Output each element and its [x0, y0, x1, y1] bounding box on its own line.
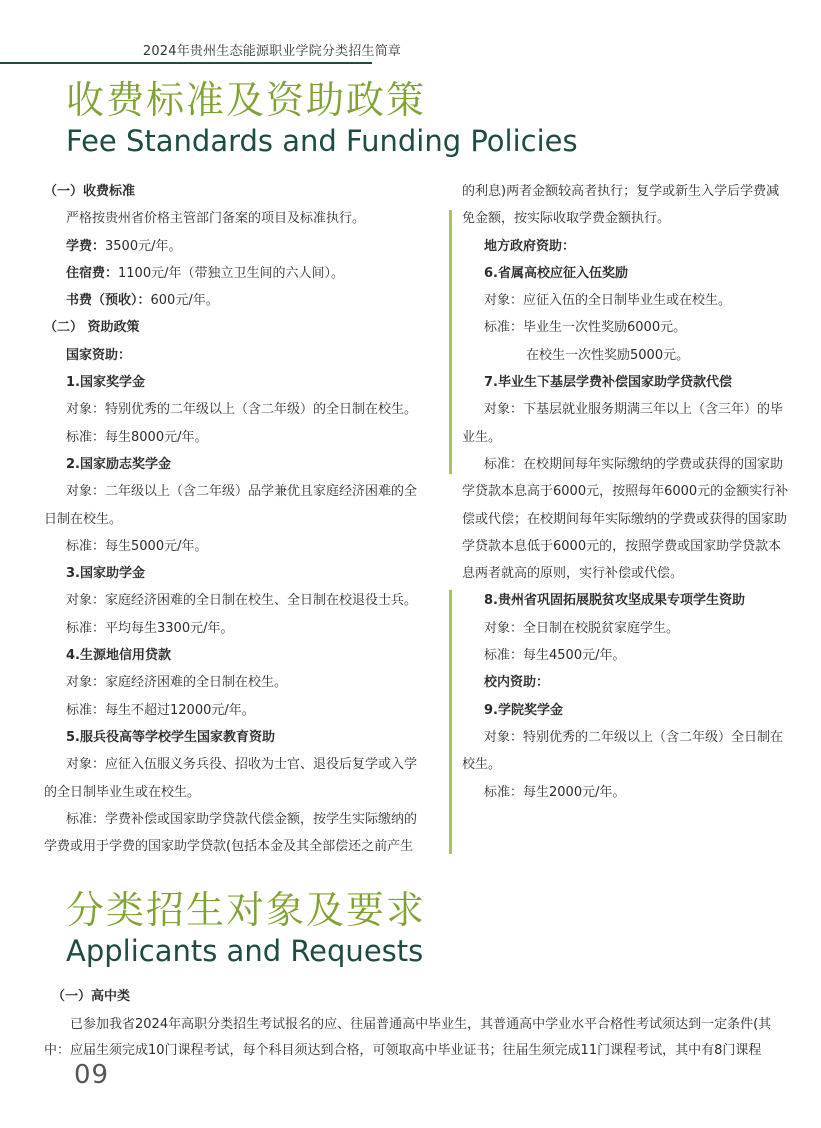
- body-line: 标准：每生4500元/年。: [484, 648, 626, 664]
- section-heading: 1.国家奖学金: [66, 375, 145, 391]
- section1-title-en: Fee Standards and Funding Policies: [66, 124, 578, 158]
- fee-value: 3500元/年。: [105, 238, 182, 254]
- section2-title-en: Applicants and Requests: [66, 934, 424, 968]
- body-line: [44, 233, 436, 260]
- section-heading: 地方政府资助：: [484, 238, 576, 254]
- body-line: 息两者就高的原则，实行补偿或代偿。: [462, 566, 684, 582]
- fee-value: 600元/年。: [150, 293, 219, 309]
- page-number: 09: [74, 1060, 110, 1090]
- body-line: 对象：特别优秀的二年级以上（含二年级）全日制在: [484, 729, 784, 745]
- body-line: 标准：在校期间每年实际缴纳的学费或获得的国家助: [484, 456, 784, 472]
- section2-body: [44, 984, 814, 1064]
- header-rule: [0, 62, 372, 64]
- section2-title-cn: 分类招生对象及要求: [66, 888, 427, 932]
- document-header: 2024年贵州生态能源职业学院分类招生简章: [142, 44, 402, 59]
- section2-subheading: （一）高中类: [52, 989, 131, 1004]
- body-line: 学贷款本息高于6000元，按照每年6000元的金额实行补: [462, 484, 789, 500]
- body-line: 的全日制毕业生或在校生。: [44, 784, 201, 800]
- section-heading: 8.贵州省巩固拓展脱贫攻坚成果专项学生资助: [484, 593, 745, 609]
- section-heading: 7.毕业生下基层学费补偿国家助学贷款代偿: [484, 375, 732, 391]
- body-line: [44, 287, 436, 314]
- section-heading: 6.省属高校应征入伍奖励: [484, 265, 628, 281]
- body-line: 在校生一次性奖励5000元。: [526, 347, 690, 363]
- body-line: 校生。: [462, 757, 502, 773]
- body-line: 标准：每生不超过12000元/年。: [66, 702, 255, 718]
- body-line: 标准：平均每生3300元/年。: [66, 620, 234, 636]
- fee-label: 书费（预收）：: [66, 293, 151, 309]
- body-line: 标准：毕业生一次性奖励6000元。: [484, 320, 687, 336]
- right-column: [462, 178, 814, 806]
- body-line: 偿或代偿；在校期间每年实际缴纳的学费或获得的国家助: [462, 511, 788, 527]
- body-line: 标准：每生8000元/年。: [66, 429, 208, 445]
- body-line: 对象：应征入伍的全日制毕业生或在校生。: [484, 293, 732, 309]
- body-line: 对象：二年级以上（含二年级）品学兼优且家庭经济困难的全: [66, 484, 418, 500]
- body-line: 对象：下基层就业服务期满三年以上（含三年）的毕: [484, 402, 784, 418]
- section-heading: 4.生源地信用贷款: [66, 648, 171, 664]
- section1-title-cn: 收费标准及资助政策: [66, 78, 427, 122]
- body-line: 标准：学费补偿或国家助学贷款代偿金额，按学生实际缴纳的: [66, 811, 418, 827]
- left-column: [44, 178, 436, 860]
- body-line: 严格按贵州省价格主管部门备案的项目及标准执行。: [66, 211, 366, 227]
- column-divider: [449, 590, 452, 854]
- body-line: 对象：家庭经济困难的全日制在校生。: [66, 675, 288, 691]
- section2-paragraph-line: 中：应届生须完成10门课程考试，每个科目须达到合格，可领取高中毕业证书；往届生须完成11门课程考试，其中有8门课程: [44, 1043, 762, 1058]
- fee-label: 学费：: [66, 238, 106, 254]
- section-heading: 3.国家助学金: [66, 566, 145, 582]
- body-line: 标准：每生2000元/年。: [484, 784, 626, 800]
- body-line: 的利息)两者金额较高者执行；复学或新生入学后学费减: [462, 184, 780, 199]
- section-heading: 5.服兵役高等学校学生国家教育资助: [66, 729, 275, 745]
- body-line: 对象：全日制在校脱贫家庭学生。: [484, 620, 680, 636]
- section-heading: 2.国家励志奖学金: [66, 456, 171, 472]
- body-line: 学贷款本息低于6000元的，按照学费或国家助学贷款本: [462, 538, 782, 554]
- section-heading: （二） 资助政策: [44, 320, 140, 336]
- body-line: 对象：应征入伍服义务兵役、招收为士官、退役后复学或入学: [66, 757, 418, 773]
- body-line: 免金额，按实际收取学费金额执行。: [462, 211, 671, 227]
- section-heading: 校内资助：: [484, 675, 550, 691]
- column-divider: [449, 210, 452, 474]
- body-line: 对象：特别优秀的二年级以上（含二年级）的全日制在校生。: [66, 402, 418, 418]
- body-line: [44, 260, 436, 287]
- body-line: 对象：家庭经济困难的全日制在校生、全日制在校退役士兵。: [66, 593, 418, 609]
- section-heading: （一）收费标准: [44, 184, 136, 199]
- body-line: 业生。: [462, 429, 502, 445]
- section2-paragraph-line: 已参加我省2024年高职分类招生考试报名的应、往届普通高中毕业生，其普通高中学业水平合格性考试须达到一定条件(其: [70, 1017, 772, 1032]
- section-heading: 9.学院奖学金: [484, 702, 563, 718]
- section-heading: 国家资助：: [66, 347, 132, 363]
- body-line: 学费或用于学费的国家助学贷款(包括本金及其全部偿还之前产生: [44, 839, 414, 855]
- fee-label: 住宿费：: [66, 265, 119, 281]
- body-line: 日制在校生。: [44, 511, 123, 527]
- fee-value: 1100元/年（带独立卫生间的六人间）。: [118, 265, 344, 281]
- body-line: 标准：每生5000元/年。: [66, 538, 208, 554]
